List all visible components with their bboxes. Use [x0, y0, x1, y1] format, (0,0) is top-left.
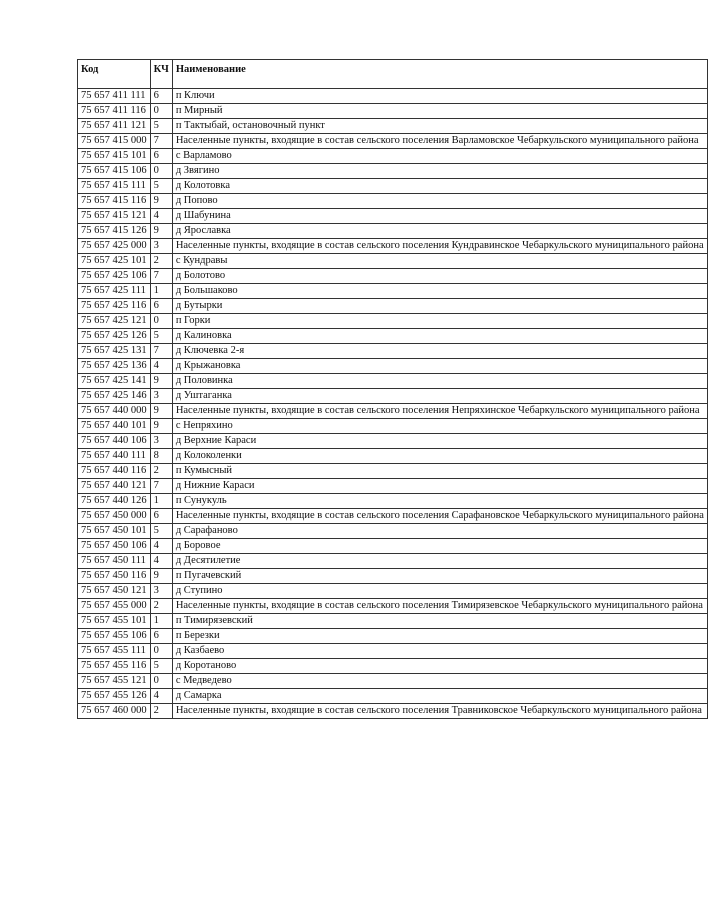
code-cell: 75 657 415 111: [78, 179, 151, 194]
table-row: [78, 644, 708, 659]
table-row: [78, 359, 708, 374]
kch-cell: 2: [150, 599, 172, 614]
code-cell: 75 657 450 111: [78, 554, 151, 569]
name-cell: д Сарафаново: [172, 524, 707, 539]
code-cell: 75 657 425 106: [78, 269, 151, 284]
table-row: [78, 614, 708, 629]
code-cell: 75 657 425 000: [78, 239, 151, 254]
kch-cell: 2: [150, 704, 172, 719]
table-row: [78, 374, 708, 389]
name-cell: д Половинка: [172, 374, 707, 389]
code-cell: 75 657 415 106: [78, 164, 151, 179]
table-row: [78, 149, 708, 164]
code-cell: 75 657 411 111: [78, 89, 151, 104]
kch-cell: 1: [150, 614, 172, 629]
table-row: [78, 464, 708, 479]
name-cell: д Колоколенки: [172, 449, 707, 464]
kch-cell: 0: [150, 644, 172, 659]
table-row: [78, 704, 708, 719]
table-row: [78, 194, 708, 209]
name-cell: д Ступино: [172, 584, 707, 599]
kch-cell: 9: [150, 374, 172, 389]
code-cell: 75 657 440 111: [78, 449, 151, 464]
kch-cell: 4: [150, 554, 172, 569]
table-row: [78, 404, 708, 419]
kch-cell: 0: [150, 314, 172, 329]
kch-cell: 6: [150, 149, 172, 164]
code-cell: 75 657 415 101: [78, 149, 151, 164]
table-row: [78, 554, 708, 569]
name-cell: с Медведево: [172, 674, 707, 689]
code-cell: 75 657 425 101: [78, 254, 151, 269]
kch-cell: 6: [150, 89, 172, 104]
table-row: [78, 419, 708, 434]
kch-cell: 5: [150, 329, 172, 344]
table-row: [78, 134, 708, 149]
kch-cell: 0: [150, 674, 172, 689]
table-row: [78, 269, 708, 284]
kch-cell: 5: [150, 524, 172, 539]
header-name: Наименование: [172, 60, 707, 89]
code-cell: 75 657 455 116: [78, 659, 151, 674]
name-cell: д Самарка: [172, 689, 707, 704]
name-cell: д Колотовка: [172, 179, 707, 194]
kch-cell: 4: [150, 539, 172, 554]
kch-cell: 1: [150, 284, 172, 299]
code-cell: 75 657 415 126: [78, 224, 151, 239]
kch-cell: 2: [150, 254, 172, 269]
table-row: [78, 389, 708, 404]
code-cell: 75 657 455 126: [78, 689, 151, 704]
name-cell: д Казбаево: [172, 644, 707, 659]
name-cell: п Мирный: [172, 104, 707, 119]
table-row: [78, 209, 708, 224]
name-cell: д Болотово: [172, 269, 707, 284]
name-cell: Населенные пункты, входящие в состав сельского поселения Тимирязевское Чебаркульского муниципального района: [172, 599, 707, 614]
table-row: [78, 434, 708, 449]
code-cell: 75 657 415 121: [78, 209, 151, 224]
name-cell: Населенные пункты, входящие в состав сельского поселения Непряхинское Чебаркульского муниципального района: [172, 404, 707, 419]
code-cell: 75 657 450 101: [78, 524, 151, 539]
kch-cell: 0: [150, 164, 172, 179]
code-cell: 75 657 455 000: [78, 599, 151, 614]
table-row: [78, 239, 708, 254]
table-row: [78, 164, 708, 179]
name-cell: п Тактыбай, остановочный пункт: [172, 119, 707, 134]
kch-cell: 4: [150, 359, 172, 374]
table-row: [78, 299, 708, 314]
code-cell: 75 657 455 101: [78, 614, 151, 629]
table-row: [78, 524, 708, 539]
name-cell: д Звягино: [172, 164, 707, 179]
table-row: [78, 659, 708, 674]
table-row: [78, 449, 708, 464]
name-cell: с Кундравы: [172, 254, 707, 269]
code-cell: 75 657 425 116: [78, 299, 151, 314]
name-cell: д Ярославка: [172, 224, 707, 239]
kch-cell: 9: [150, 224, 172, 239]
code-cell: 75 657 455 121: [78, 674, 151, 689]
kch-cell: 4: [150, 689, 172, 704]
kch-cell: 9: [150, 194, 172, 209]
header-code: Код: [78, 60, 151, 89]
code-cell: 75 657 450 106: [78, 539, 151, 554]
name-cell: Населенные пункты, входящие в состав сельского поселения Травниковское Чебаркульского муниципального района: [172, 704, 707, 719]
kch-cell: 5: [150, 119, 172, 134]
kch-cell: 5: [150, 659, 172, 674]
code-cell: 75 657 425 121: [78, 314, 151, 329]
code-cell: 75 657 425 126: [78, 329, 151, 344]
code-cell: 75 657 440 101: [78, 419, 151, 434]
kch-cell: 9: [150, 569, 172, 584]
kch-cell: 3: [150, 239, 172, 254]
name-cell: д Десятилетие: [172, 554, 707, 569]
name-cell: п Пугачевский: [172, 569, 707, 584]
table-row: [78, 314, 708, 329]
name-cell: п Тимирязевский: [172, 614, 707, 629]
table-row: [78, 569, 708, 584]
name-cell: Населенные пункты, входящие в состав сельского поселения Сарафановское Чебаркульского муниципального района: [172, 509, 707, 524]
code-cell: 75 657 440 121: [78, 479, 151, 494]
name-cell: с Непряхино: [172, 419, 707, 434]
name-cell: д Коротаново: [172, 659, 707, 674]
table-row: [78, 689, 708, 704]
code-cell: 75 657 450 000: [78, 509, 151, 524]
code-cell: 75 657 455 111: [78, 644, 151, 659]
table-header: [78, 60, 708, 89]
kch-cell: 7: [150, 344, 172, 359]
code-cell: 75 657 440 126: [78, 494, 151, 509]
name-cell: д Калиновка: [172, 329, 707, 344]
table-row: [78, 224, 708, 239]
code-cell: 75 657 415 116: [78, 194, 151, 209]
code-cell: 75 657 411 116: [78, 104, 151, 119]
name-cell: п Ключи: [172, 89, 707, 104]
name-cell: с Варламово: [172, 149, 707, 164]
kch-cell: 9: [150, 419, 172, 434]
kch-cell: 2: [150, 464, 172, 479]
table-body: [78, 89, 708, 719]
name-cell: д Большаково: [172, 284, 707, 299]
name-cell: д Шабунина: [172, 209, 707, 224]
table-row: [78, 329, 708, 344]
kch-cell: 8: [150, 449, 172, 464]
name-cell: д Верхние Караси: [172, 434, 707, 449]
table-row: [78, 629, 708, 644]
kch-cell: 7: [150, 134, 172, 149]
name-cell: п Сунукуль: [172, 494, 707, 509]
table-row: [78, 479, 708, 494]
code-cell: 75 657 425 146: [78, 389, 151, 404]
name-cell: п Березки: [172, 629, 707, 644]
code-cell: 75 657 460 000: [78, 704, 151, 719]
code-cell: 75 657 440 106: [78, 434, 151, 449]
table-row: [78, 179, 708, 194]
header-kch: КЧ: [150, 60, 172, 89]
code-cell: 75 657 411 121: [78, 119, 151, 134]
code-cell: 75 657 425 141: [78, 374, 151, 389]
code-cell: 75 657 450 116: [78, 569, 151, 584]
code-cell: 75 657 425 131: [78, 344, 151, 359]
name-cell: д Попово: [172, 194, 707, 209]
name-cell: д Крыжановка: [172, 359, 707, 374]
table-row: [78, 119, 708, 134]
code-cell: 75 657 450 121: [78, 584, 151, 599]
table-row: [78, 104, 708, 119]
code-cell: 75 657 415 000: [78, 134, 151, 149]
table-row: [78, 284, 708, 299]
kch-cell: 3: [150, 584, 172, 599]
name-cell: п Горки: [172, 314, 707, 329]
code-cell: 75 657 425 111: [78, 284, 151, 299]
name-cell: Населенные пункты, входящие в состав сельского поселения Варламовское Чебаркульского муниципального района: [172, 134, 707, 149]
name-cell: д Боровое: [172, 539, 707, 554]
name-cell: п Кумысный: [172, 464, 707, 479]
table-row: [78, 539, 708, 554]
table-row: [78, 254, 708, 269]
kch-cell: 9: [150, 404, 172, 419]
table-row: [78, 494, 708, 509]
code-cell: 75 657 455 106: [78, 629, 151, 644]
kch-cell: 0: [150, 104, 172, 119]
name-cell: Населенные пункты, входящие в состав сельского поселения Кундравинское Чебаркульского муниципального района: [172, 239, 707, 254]
kch-cell: 3: [150, 389, 172, 404]
code-cell: 75 657 425 136: [78, 359, 151, 374]
okato-table: [77, 59, 708, 719]
code-cell: 75 657 440 000: [78, 404, 151, 419]
code-cell: 75 657 440 116: [78, 464, 151, 479]
table-row: [78, 599, 708, 614]
kch-cell: 6: [150, 629, 172, 644]
table-row: [78, 344, 708, 359]
kch-cell: 4: [150, 209, 172, 224]
kch-cell: 5: [150, 179, 172, 194]
kch-cell: 6: [150, 299, 172, 314]
name-cell: д Бутырки: [172, 299, 707, 314]
kch-cell: 6: [150, 509, 172, 524]
header-row: [78, 60, 708, 89]
kch-cell: 7: [150, 269, 172, 284]
table-row: [78, 674, 708, 689]
name-cell: д Нижние Караси: [172, 479, 707, 494]
name-cell: д Уштаганка: [172, 389, 707, 404]
table-row: [78, 509, 708, 524]
table-row: [78, 584, 708, 599]
kch-cell: 3: [150, 434, 172, 449]
name-cell: д Ключевка 2-я: [172, 344, 707, 359]
table-row: [78, 89, 708, 104]
kch-cell: 1: [150, 494, 172, 509]
kch-cell: 7: [150, 479, 172, 494]
